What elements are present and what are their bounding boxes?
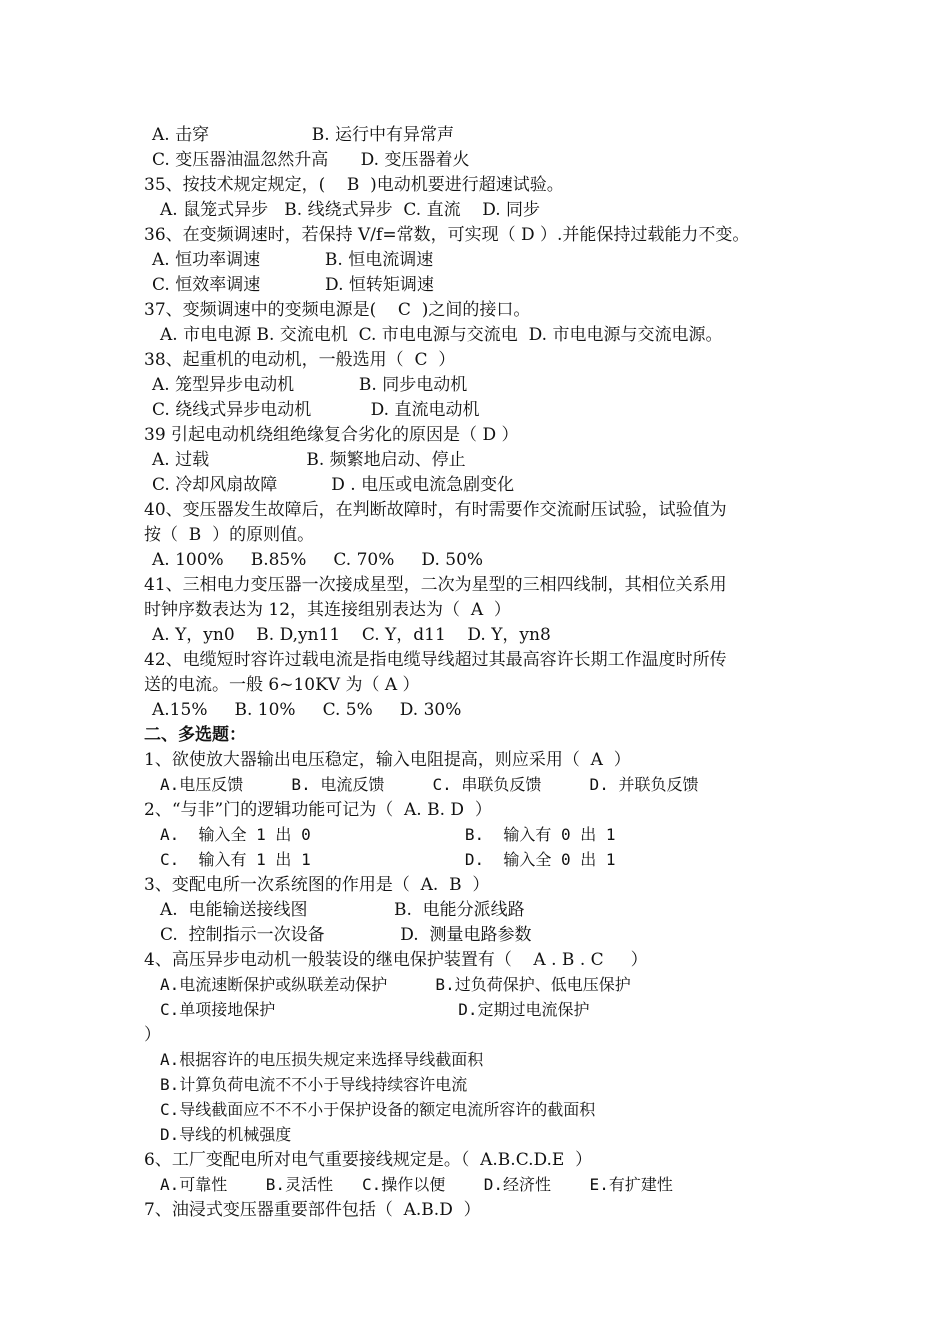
text-line: 按（ B ）的原则值。 xyxy=(144,525,315,545)
question-42: 42、电缆短时容许过载电流是指电缆导线超过其最高容许长期工作温度时所传 xyxy=(144,650,727,670)
multi-question-6: 6、工厂变配电所对电气重要接线规定是。（ A.B.C.D.E ） xyxy=(144,1150,593,1170)
text-line: C. 恒效率调速 D. 恒转矩调速 xyxy=(152,275,434,295)
text-line: A. 100% B.85% C. 70% D. 50% xyxy=(152,550,484,570)
question-40: 40、变压器发生故障后，在判断故障时，有时需要作交流耐压试验，试验值为 xyxy=(144,500,727,520)
text-line: A. 过载 B. 频繁地启动、停止 xyxy=(152,450,466,470)
text-line: A. 恒功率调速 B. 恒电流调速 xyxy=(152,250,434,270)
text-line: 送的电流。一般 6~10KV 为（ A ） xyxy=(144,675,420,695)
multi-question-2: 2、“与非”门的逻辑功能可记为（ A. B. D ） xyxy=(144,800,492,820)
multi-question-4: 4、高压异步电动机一般装设的继电保护装置有（ A . B . C ） xyxy=(144,950,648,970)
question-39: 39 引起电动机绕组绝缘复合劣化的原因是（ D ） xyxy=(144,425,519,445)
multi-question-1: 1、欲使放大器输出电压稳定，输入电阻提高，则应采用（ A ） xyxy=(144,750,631,770)
question-41: 41、三相电力变压器一次接成星型，二次为星型的三相四线制，其相位关系用 xyxy=(144,575,727,595)
multi-question-7: 7、油浸式变压器重要部件包括（ A.B.D ） xyxy=(144,1200,481,1220)
multi-question-3: 3、变配电所一次系统图的作用是（ A. B ） xyxy=(144,875,490,895)
text-line: C.单项接地保护 D.定期过电流保护 xyxy=(160,1000,590,1019)
text-line: A.电流速断保护或纵联差动保护 B.过负荷保护、低电压保护 xyxy=(160,975,631,994)
text-line: D.导线的机械强度 xyxy=(160,1125,292,1144)
text-line: A. 击穿 B. 运行中有异常声 xyxy=(152,125,455,145)
text-line: A.电压反馈 B. 电流反馈 C. 串联负反馈 D. 并联负反馈 xyxy=(160,775,699,794)
text-line: A. 笼型异步电动机 B. 同步电动机 xyxy=(152,375,468,395)
question-37: 37、变频调速中的变频电源是( C )之间的接口。 xyxy=(144,300,531,320)
text-line: C. 变压器油温忽然升高 D. 变压器着火 xyxy=(152,150,470,170)
text-line: C.导线截面应不不不小于保护设备的额定电流所容许的截面积 xyxy=(160,1100,596,1119)
text-line: B.计算负荷电流不不小于导线持续容许电流 xyxy=(160,1075,468,1094)
section-heading: 二、多选题： xyxy=(144,725,246,745)
text-line: A.根据容许的电压损失规定来选择导线截面积 xyxy=(160,1050,484,1069)
question-38: 38、起重机的电动机，一般选用（ C ） xyxy=(144,350,456,370)
text-line: C. 冷却风扇故障 D . 电压或电流急剧变化 xyxy=(152,475,515,495)
text-line: 时钟序数表达为 12，其连接组别表达为（ A ） xyxy=(144,600,511,620)
text-line: C. 输入有 1 出 1 D. 输入全 0 出 1 xyxy=(160,850,616,869)
text-line: A. 市电电源 B. 交流电机 C. 市电电源与交流电 D. 市电电源与交流电源。 xyxy=(160,325,723,345)
text-line: A. 输入全 1 出 0 B. 输入有 0 出 1 xyxy=(160,825,616,844)
text-line: A. 电能输送接线图 B. 电能分派线路 xyxy=(160,900,525,920)
question-35: 35、按技术规定规定，( B )电动机要进行超速试验。 xyxy=(144,175,564,195)
text-line: C. 控制指示一次设备 D. 测量电路参数 xyxy=(160,925,532,945)
text-line: A.可靠性 B.灵活性 C.操作以便 D.经济性 E.有扩建性 xyxy=(160,1175,673,1194)
text-line: A.15% B. 10% C. 5% D. 30% xyxy=(152,700,462,720)
text-line: ） xyxy=(144,1025,161,1045)
question-36: 36、在变频调速时，若保持 V/f=常数，可实现（ D ）.并能保持过载能力不变。 xyxy=(144,225,750,245)
text-line: A. Y，yn0 B. D,yn11 C. Y，d11 D. Y，yn8 xyxy=(152,625,551,645)
text-line: C. 绕线式异步电动机 D. 直流电动机 xyxy=(152,400,480,420)
text-line: A. 鼠笼式异步 B. 线绕式异步 C. 直流 D. 同步 xyxy=(160,200,541,220)
